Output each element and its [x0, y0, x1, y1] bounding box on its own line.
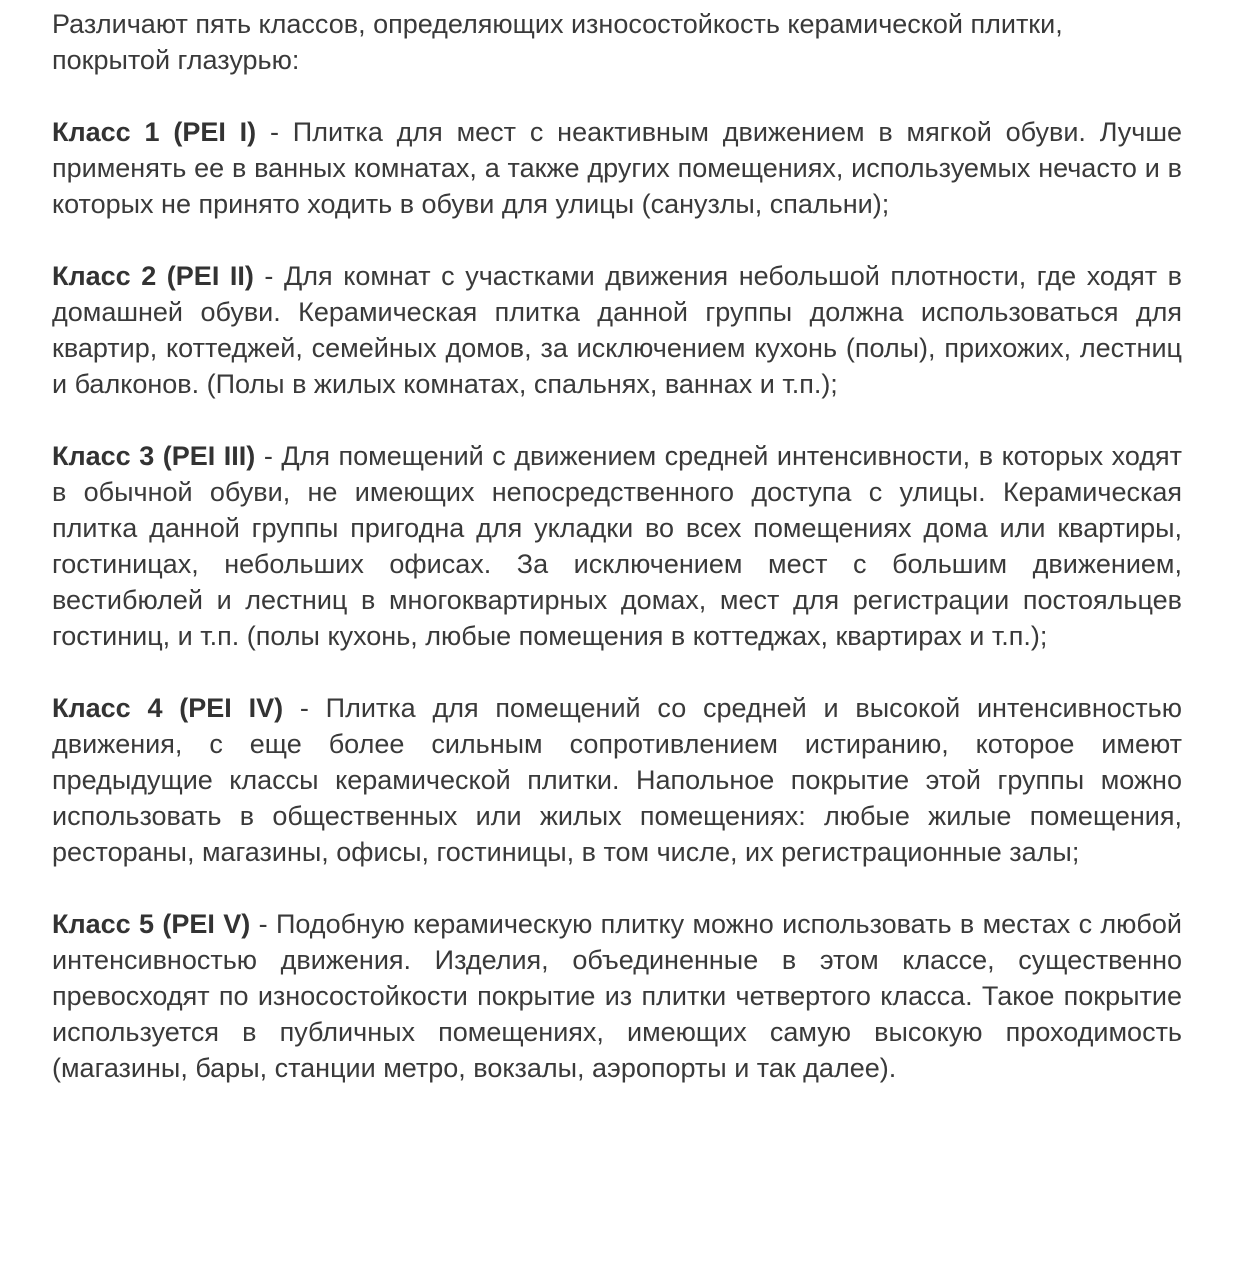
class-4-label: Класс 4 (PEI IV) [52, 693, 284, 723]
class-2-paragraph [52, 258, 1182, 402]
class-5-paragraph [52, 906, 1182, 1086]
class-3-label: Класс 3 (PEI III) [52, 441, 256, 471]
class-1-text: - Плитка для мест с неактивным движением в мягкой обуви. Лучше применять ее в ванных комнатах, а также других помещениях, используемых нечасто и в которых не принято ходить в обуви для улицы (санузлы, спальни); [52, 117, 1183, 219]
class-4-text: - Плитка для помещений со средней и высокой интенсивностью движения, с еще более сильным сопротивлением истиранию, которое имеют предыдущие классы керамической плитки. Напольное покрытие этой группы можно использовать в общественных или жилых помещениях: любые жилые помещения, рестораны, магазины, офисы, гостиницы, в том числе, их регистрационные залы; [52, 693, 1182, 867]
class-2-label: Класс 2 (PEI II) [52, 261, 254, 291]
class-4-paragraph [52, 690, 1182, 870]
intro-paragraph: Различают пять классов, определяющих износостойкость керамической плитки, покрытой глазурью: [52, 9, 1063, 75]
class-2-text: - Для комнат с участками движения небольшой плотности, где ходят в домашней обуви. Керамическая плитка данной группы должна использоваться для квартир, коттеджей, семейных домов, за исключением кухонь (полы), прихожих, лестниц и балконов. (Полы в жилых комнатах, спальнях, ваннах и т.п.); [52, 261, 1182, 399]
class-5-text: - Подобную керамическую плитку можно использовать в местах с любой интенсивностью движения. Изделия, объединенные в этом классе, существенно превосходят по износостойкости покрытие из плитки четвертого класса. Такое покрытие используется в публичных помещениях, имеющих самую высокую проходимость (магазины, бары, станции метро, вокзалы, аэропорты и так далее). [52, 909, 1182, 1083]
class-1-paragraph [52, 114, 1182, 222]
class-5-label: Класс 5 (PEI V) [52, 909, 251, 939]
class-3-paragraph [52, 438, 1182, 654]
class-1-label: Класс 1 (PEI I) [52, 117, 257, 147]
class-3-text: - Для помещений с движением средней интенсивности, в которых ходят в обычной обуви, не имеющих непосредственного доступа с улицы. Керамическая плитка данной группы пригодна для укладки во всех помещениях дома или квартиры, гостиницах, небольших офисах. За исключением мест с большим движением, вестибюлей и лестниц в многоквартирных домах, мест для регистрации постояльцев гостиниц, и т.п. (полы кухонь, любые помещения в коттеджах, квартирах и т.п.); [52, 441, 1182, 651]
document-body [52, 6, 1182, 1122]
